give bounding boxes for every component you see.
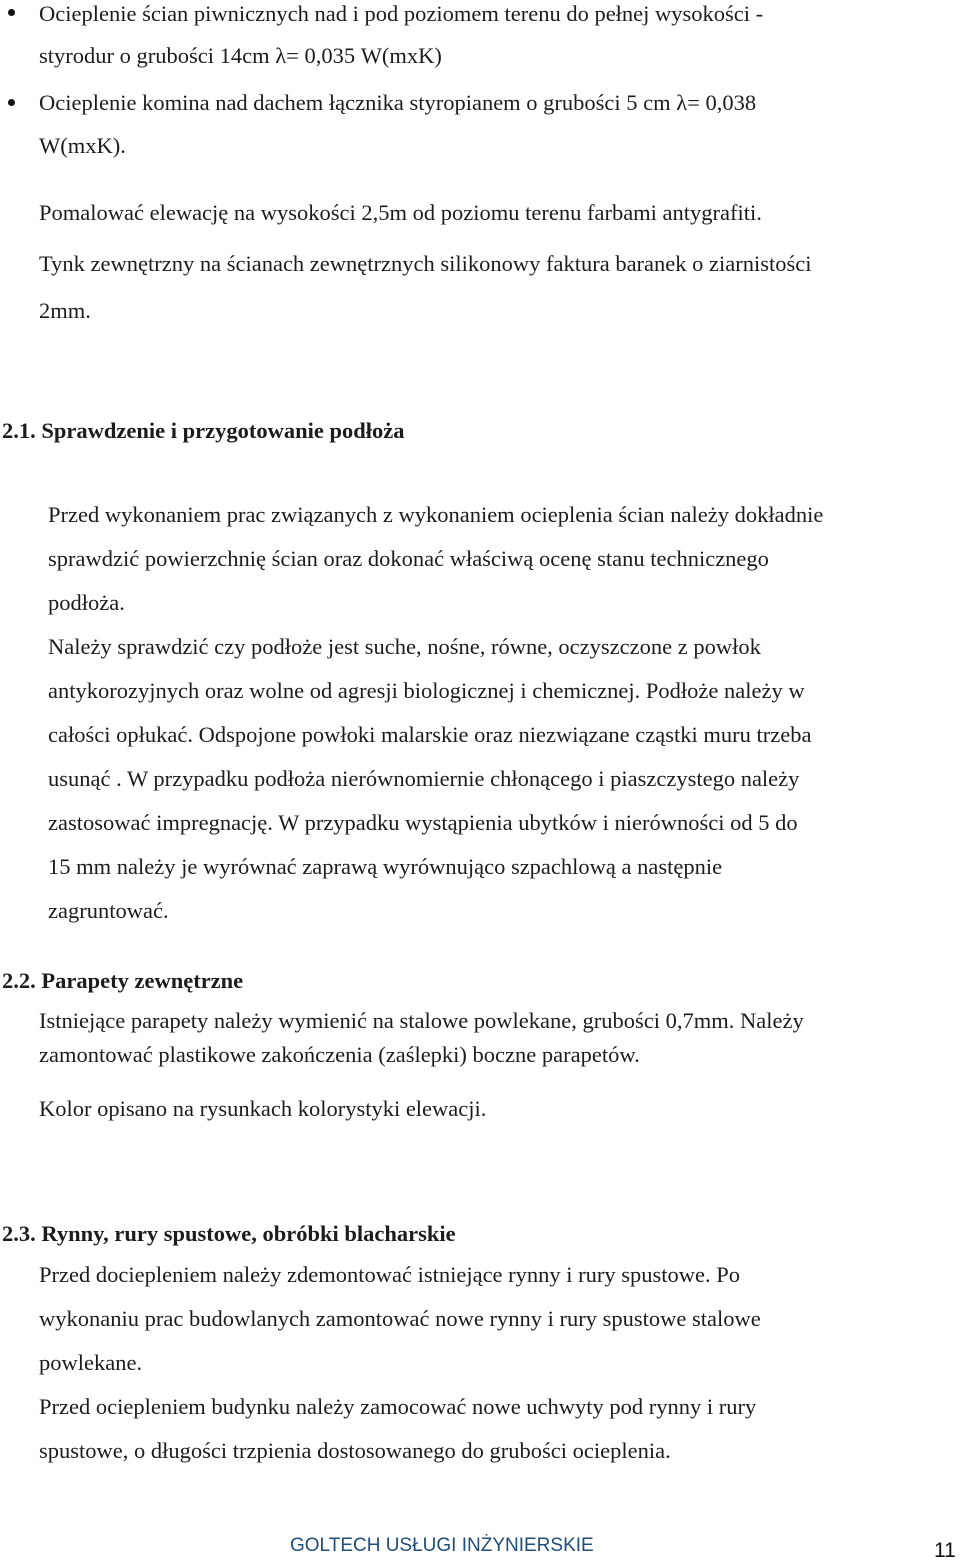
bullet-1-line-1: Ocieplenie ścian piwnicznych nad i pod poziomem terenu do pełnej wysokości - [39, 1, 764, 26]
section-2-2-line-1: Istniejące parapety należy wymienić na stalowe powlekane, grubości 0,7mm. Należy [39, 1008, 804, 1033]
section-2-1-line-3: podłoża. [48, 590, 125, 615]
section-2-1-line-1: Przed wykonaniem prac związanych z wykonaniem ocieplenia ścian należy dokładnie [48, 502, 824, 527]
bullet-dot-1 [8, 9, 15, 16]
section-2-3-line-4: Przed ociepleniem budynku należy zamocować nowe uchwyty pod rynny i rury [39, 1394, 757, 1419]
page-number: 11 [934, 1539, 956, 1562]
section-2-1-line-4: Należy sprawdzić czy podłoże jest suche, nośne, równe, oczyszczone z powłok [48, 634, 761, 659]
bullet-1-line-2: styrodur o grubości 14cm λ= 0,035 W(mxK) [39, 43, 442, 68]
section-2-3-line-3: powlekane. [39, 1350, 143, 1375]
section-2-1-title: Sprawdzenie i przygotowanie podłoża [41, 418, 405, 443]
section-2-1-line-5: antykorozyjnych oraz wolne od agresji biologicznej i chemicznej. Podłoże należy w [48, 678, 805, 703]
section-2-3-title: Rynny, rury spustowe, obróbki blacharskie [41, 1221, 456, 1246]
bullet-2-line-2: W(mxK). [39, 133, 126, 158]
section-2-2-title: Parapety zewnętrzne [41, 968, 244, 993]
section-2-3-line-2: wykonaniu prac budowlanych zamontować nowe rynny i rury spustowe stalowe [39, 1306, 761, 1331]
section-2-1-line-6: całości opłukać. Odspojone powłoki malarskie oraz niezwiązane cząstki muru trzeba [48, 722, 812, 747]
section-2-1-line-8: zastosować impregnację. W przypadku wystąpienia ubytków i nierówności od 5 do [48, 810, 798, 835]
bullet-dot-2 [8, 99, 15, 106]
section-2-2-line-2: zamontować plastikowe zakończenia (zaślepki) boczne parapetów. [39, 1042, 640, 1067]
section-2-3-number: 2.3. [2, 1221, 36, 1246]
section-2-1-line-7: usunąć . W przypadku podłoża nierównomiernie chłonącego i piaszczystego należy [48, 766, 800, 791]
footer-company: GOLTECH USŁUGI INŻYNIERSKIE [290, 1535, 594, 1556]
bullet-2-line-1: Ocieplenie komina nad dachem łącznika styropianem o grubości 5 cm λ= 0,038 [39, 90, 757, 115]
section-2-3-heading [2, 1223, 456, 1246]
section-2-1-line-9: 15 mm należy je wyrównać zaprawą wyrównująco szpachlową a następnie [48, 854, 723, 879]
section-2-2-heading [2, 970, 243, 993]
section-2-1-heading [2, 420, 405, 443]
intro-line-2: Tynk zewnętrzny na ścianach zewnętrznych silikonowy faktura baranek o ziarnistości [39, 251, 812, 276]
section-2-1-number: 2.1. [2, 418, 36, 443]
intro-line-1: Pomalować elewację na wysokości 2,5m od poziomu terenu farbami antygrafiti. [39, 200, 762, 225]
section-2-3-line-5: spustowe, o długości trzpienia dostosowanego do grubości ocieplenia. [39, 1438, 671, 1463]
section-2-1-line-2: sprawdzić powierzchnię ścian oraz dokonać właściwą ocenę stanu technicznego [48, 546, 769, 571]
section-2-3-line-1: Przed dociepleniem należy zdemontować istniejące rynny i rury spustowe. Po [39, 1262, 741, 1287]
section-2-2-line-3: Kolor opisano na rysunkach kolorystyki elewacji. [39, 1096, 487, 1121]
intro-line-3: 2mm. [39, 298, 91, 323]
section-2-1-line-10: zagruntować. [48, 898, 169, 923]
section-2-2-number: 2.2. [2, 968, 36, 993]
